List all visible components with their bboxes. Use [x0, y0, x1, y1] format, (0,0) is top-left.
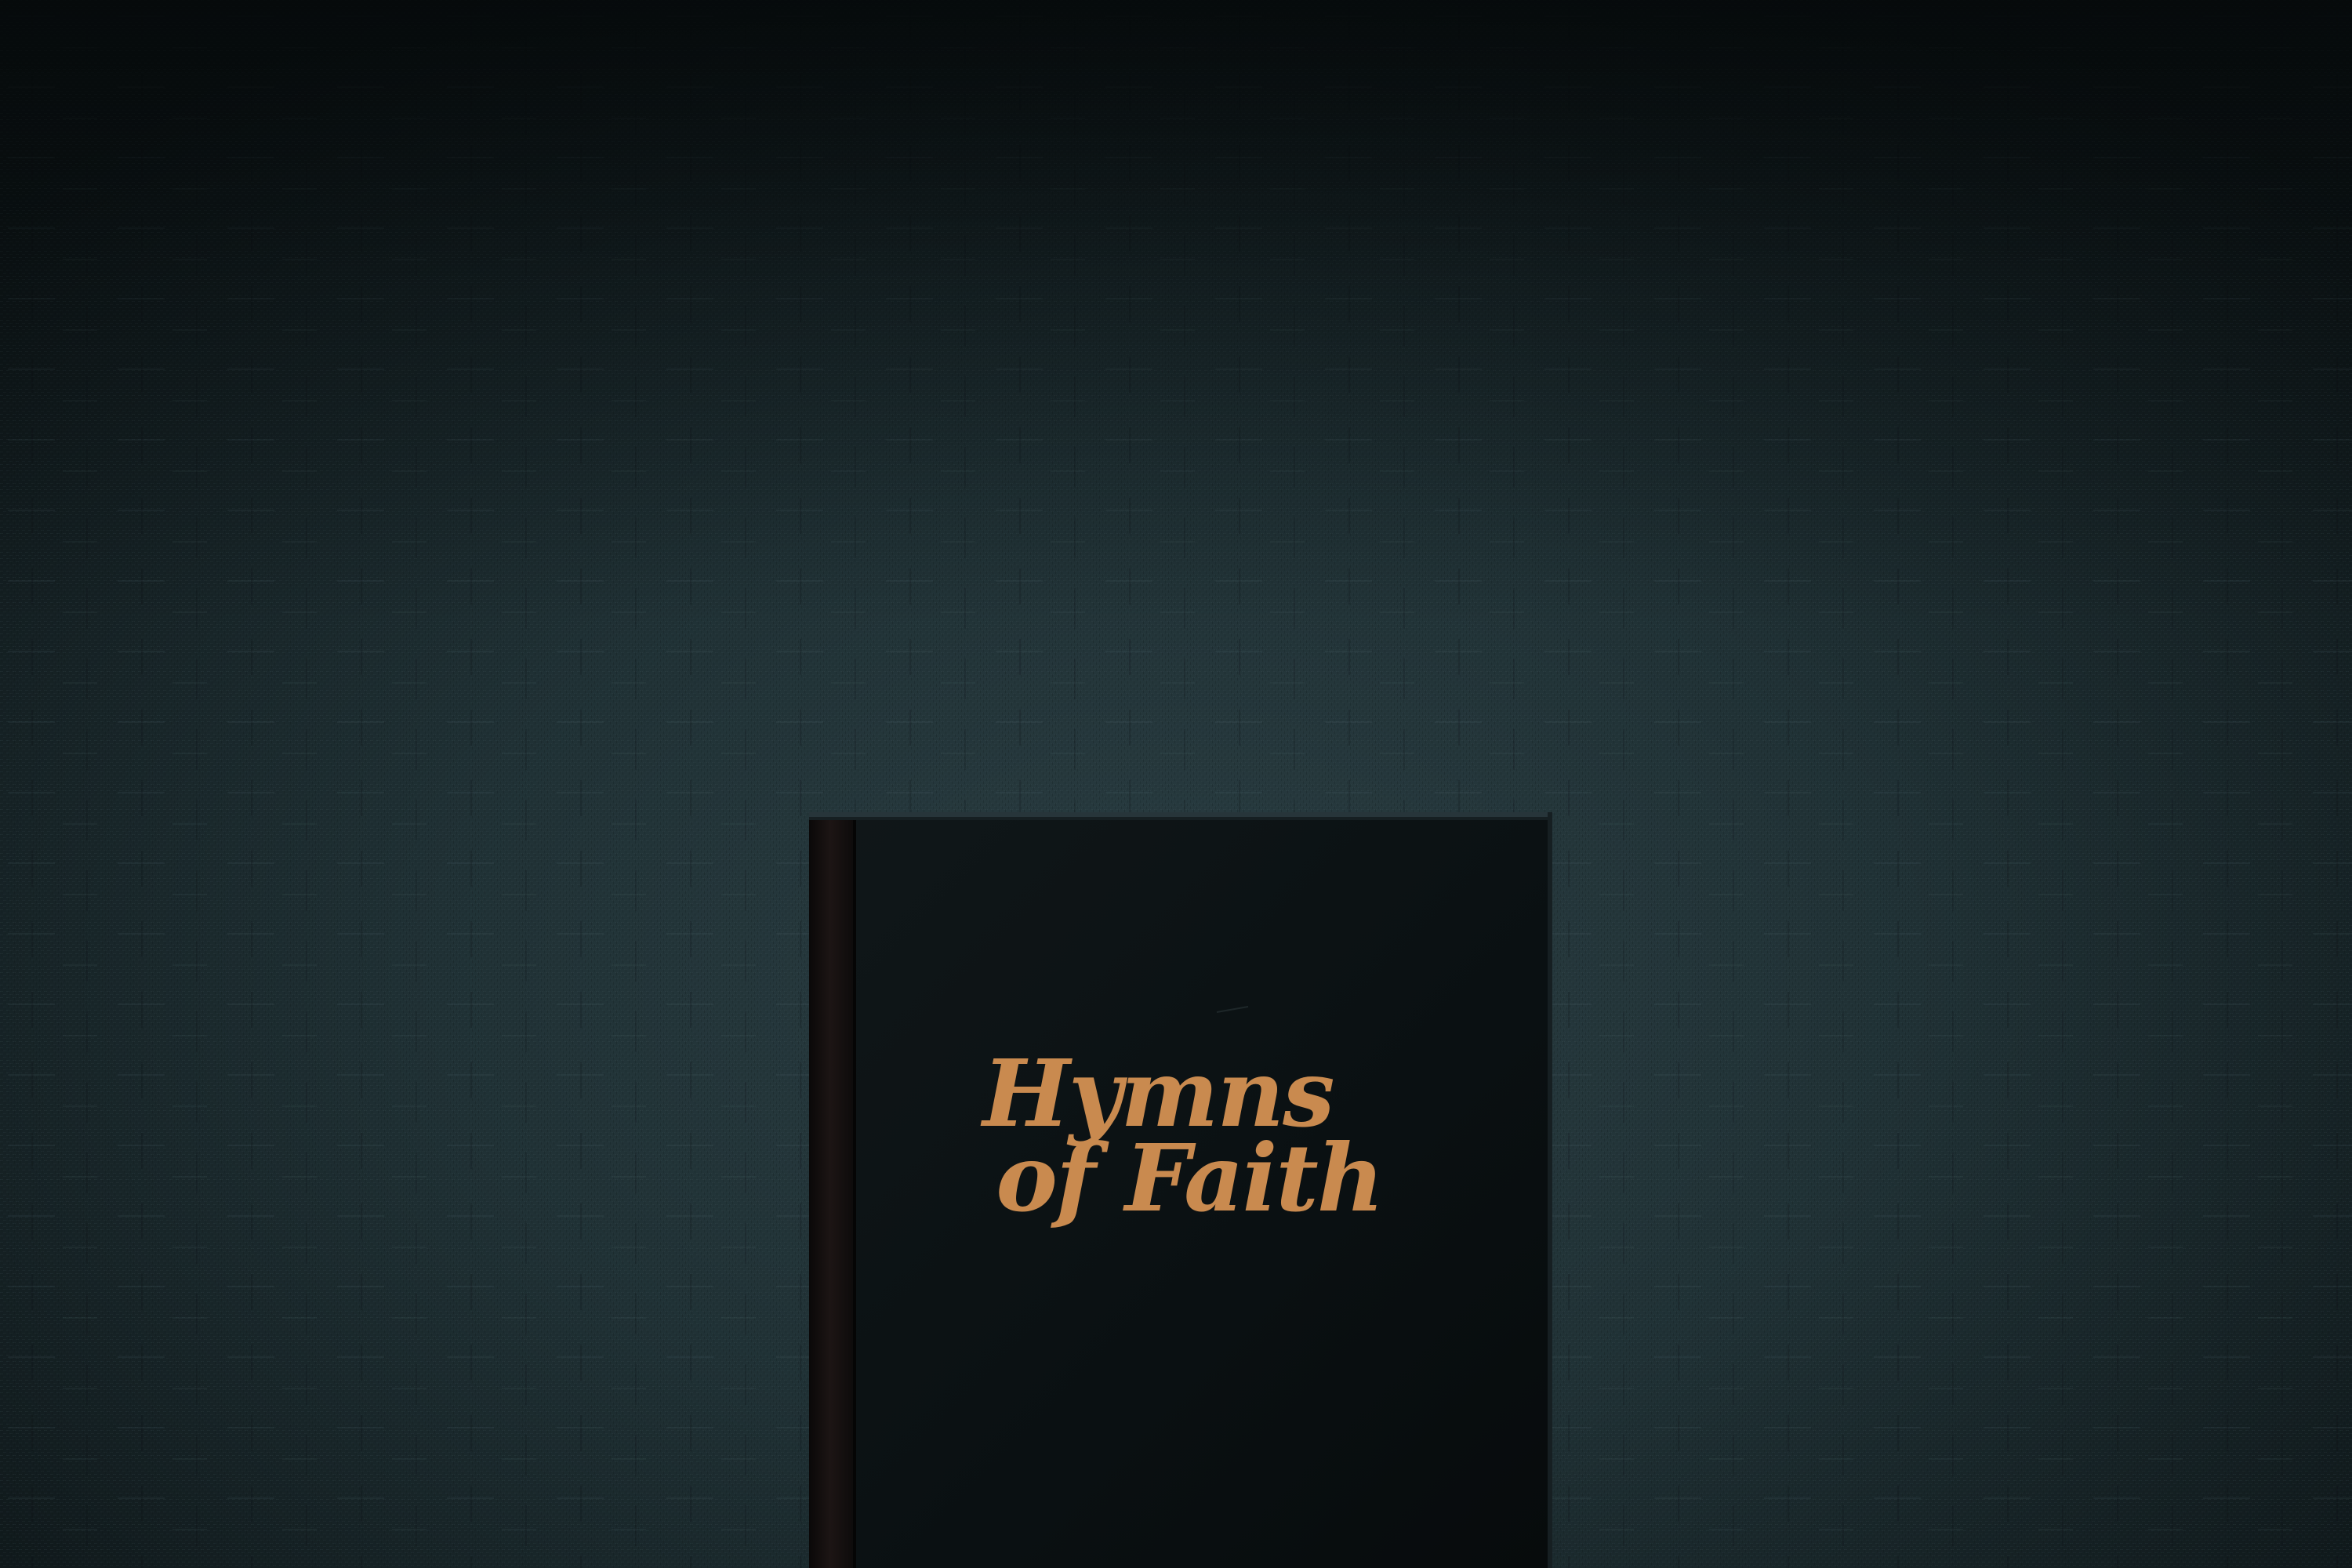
title-line-of-faith: of Faith	[996, 1123, 1383, 1232]
book-title	[950, 1039, 1389, 1232]
title-line-hymns: Hymns	[982, 1039, 1334, 1148]
hymnal-book	[809, 812, 1552, 1568]
